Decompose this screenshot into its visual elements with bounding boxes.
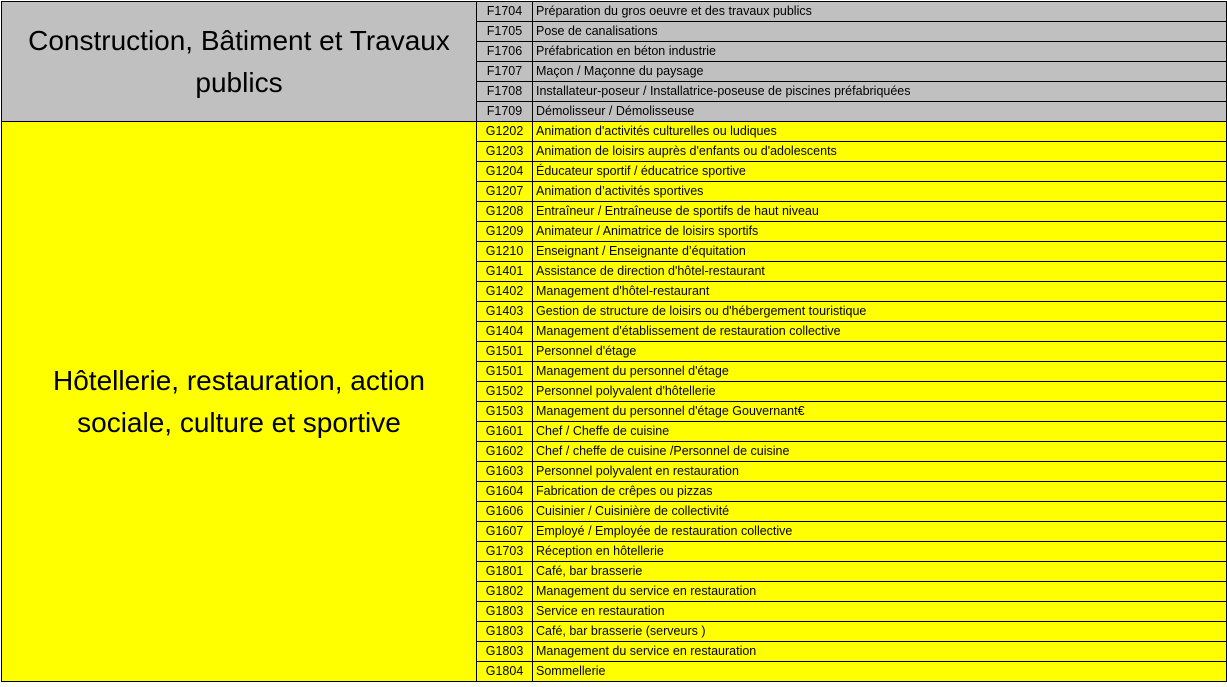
job-label-cell[interactable]: Management du personnel d'étage xyxy=(533,362,1227,382)
code-cell[interactable]: G1403 xyxy=(477,302,533,322)
code-cell[interactable]: G1502 xyxy=(477,382,533,402)
job-label-cell[interactable]: Fabrication de crêpes ou pizzas xyxy=(533,482,1227,502)
code-cell[interactable]: G1604 xyxy=(477,482,533,502)
code-cell[interactable]: G1703 xyxy=(477,542,533,562)
job-label-cell[interactable]: Préfabrication en béton industrie xyxy=(533,42,1227,62)
job-label-cell[interactable]: Gestion de structure de loisirs ou d'hébergement touristique xyxy=(533,302,1227,322)
code-cell[interactable]: G1209 xyxy=(477,222,533,242)
code-cell[interactable]: G1606 xyxy=(477,502,533,522)
code-cell[interactable]: G1607 xyxy=(477,522,533,542)
job-label-cell[interactable]: Personnel d'étage xyxy=(533,342,1227,362)
code-cell[interactable]: G1503 xyxy=(477,402,533,422)
job-label-cell[interactable]: Café, bar brasserie xyxy=(533,562,1227,582)
job-label-cell[interactable]: Employé / Employée de restauration collective xyxy=(533,522,1227,542)
code-cell[interactable]: G1801 xyxy=(477,562,533,582)
table-row xyxy=(2,122,1227,142)
job-label-cell[interactable]: Management du service en restauration xyxy=(533,642,1227,662)
job-label-cell[interactable]: Management d'établissement de restauration collective xyxy=(533,322,1227,342)
job-label-cell[interactable]: Sommellerie xyxy=(533,662,1227,682)
code-cell[interactable]: G1404 xyxy=(477,322,533,342)
code-cell[interactable]: G1802 xyxy=(477,582,533,602)
job-label-cell[interactable]: Animateur / Animatrice de loisirs sportifs xyxy=(533,222,1227,242)
code-cell[interactable]: G1204 xyxy=(477,162,533,182)
code-cell[interactable]: G1501 xyxy=(477,342,533,362)
job-label-cell[interactable]: Préparation du gros oeuvre et des travaux publics xyxy=(533,2,1227,22)
code-cell[interactable]: G1803 xyxy=(477,602,533,622)
job-label-cell[interactable]: Démolisseur / Démolisseuse xyxy=(533,102,1227,122)
spreadsheet-body xyxy=(2,2,1227,682)
job-label-cell[interactable]: Chef / cheffe de cuisine /Personnel de cuisine xyxy=(533,442,1227,462)
code-cell[interactable]: G1501 xyxy=(477,362,533,382)
job-label-cell[interactable]: Animation de loisirs auprès d'enfants ou d'adolescents xyxy=(533,142,1227,162)
code-cell[interactable]: G1402 xyxy=(477,282,533,302)
job-label-cell[interactable]: Personnel polyvalent en restauration xyxy=(533,462,1227,482)
code-cell[interactable]: F1706 xyxy=(477,42,533,62)
code-cell[interactable]: G1202 xyxy=(477,122,533,142)
category-cell[interactable]: Construction, Bâtiment et Travaux publics xyxy=(2,2,477,122)
job-label-cell[interactable]: Pose de canalisations xyxy=(533,22,1227,42)
code-cell[interactable]: G1203 xyxy=(477,142,533,162)
code-cell[interactable]: G1603 xyxy=(477,462,533,482)
code-cell[interactable]: G1401 xyxy=(477,262,533,282)
job-label-cell[interactable]: Café, bar brasserie (serveurs ) xyxy=(533,622,1227,642)
job-label-cell[interactable]: Chef / Cheffe de cuisine xyxy=(533,422,1227,442)
code-cell[interactable]: G1804 xyxy=(477,662,533,682)
code-cell[interactable]: G1602 xyxy=(477,442,533,462)
job-label-cell[interactable]: Personnel polyvalent d'hôtellerie xyxy=(533,382,1227,402)
job-label-cell[interactable]: Assistance de direction d'hôtel-restaurant xyxy=(533,262,1227,282)
job-label-cell[interactable]: Management d'hôtel-restaurant xyxy=(533,282,1227,302)
code-cell[interactable]: G1208 xyxy=(477,202,533,222)
job-label-cell[interactable]: Management du service en restauration xyxy=(533,582,1227,602)
job-label-cell[interactable]: Management du personnel d'étage Gouvernant€ xyxy=(533,402,1227,422)
job-label-cell[interactable]: Service en restauration xyxy=(533,602,1227,622)
table-row xyxy=(2,2,1227,22)
job-label-cell[interactable]: Animation d’activités sportives xyxy=(533,182,1227,202)
job-label-cell[interactable]: Enseignant / Enseignante d’équitation xyxy=(533,242,1227,262)
job-label-cell[interactable]: Éducateur sportif / éducatrice sportive xyxy=(533,162,1227,182)
code-cell[interactable]: G1803 xyxy=(477,642,533,662)
code-cell[interactable]: G1601 xyxy=(477,422,533,442)
code-cell[interactable]: F1704 xyxy=(477,2,533,22)
code-cell[interactable]: G1803 xyxy=(477,622,533,642)
spreadsheet-table xyxy=(1,1,1227,682)
code-cell[interactable]: F1707 xyxy=(477,62,533,82)
code-cell[interactable]: F1709 xyxy=(477,102,533,122)
job-label-cell[interactable]: Réception en hôtellerie xyxy=(533,542,1227,562)
code-cell[interactable]: F1708 xyxy=(477,82,533,102)
job-label-cell[interactable]: Animation d'activités culturelles ou ludiques xyxy=(533,122,1227,142)
code-cell[interactable]: G1210 xyxy=(477,242,533,262)
job-label-cell[interactable]: Maçon / Maçonne du paysage xyxy=(533,62,1227,82)
code-cell[interactable]: G1207 xyxy=(477,182,533,202)
code-cell[interactable]: F1705 xyxy=(477,22,533,42)
job-label-cell[interactable]: Installateur-poseur / Installatrice-poseuse de piscines préfabriquées xyxy=(533,82,1227,102)
job-label-cell[interactable]: Entraîneur / Entraîneuse de sportifs de haut niveau xyxy=(533,202,1227,222)
job-label-cell[interactable]: Cuisinier / Cuisinière de collectivité xyxy=(533,502,1227,522)
category-cell[interactable]: Hôtellerie, restauration, action sociale, culture et sportive xyxy=(2,122,477,682)
